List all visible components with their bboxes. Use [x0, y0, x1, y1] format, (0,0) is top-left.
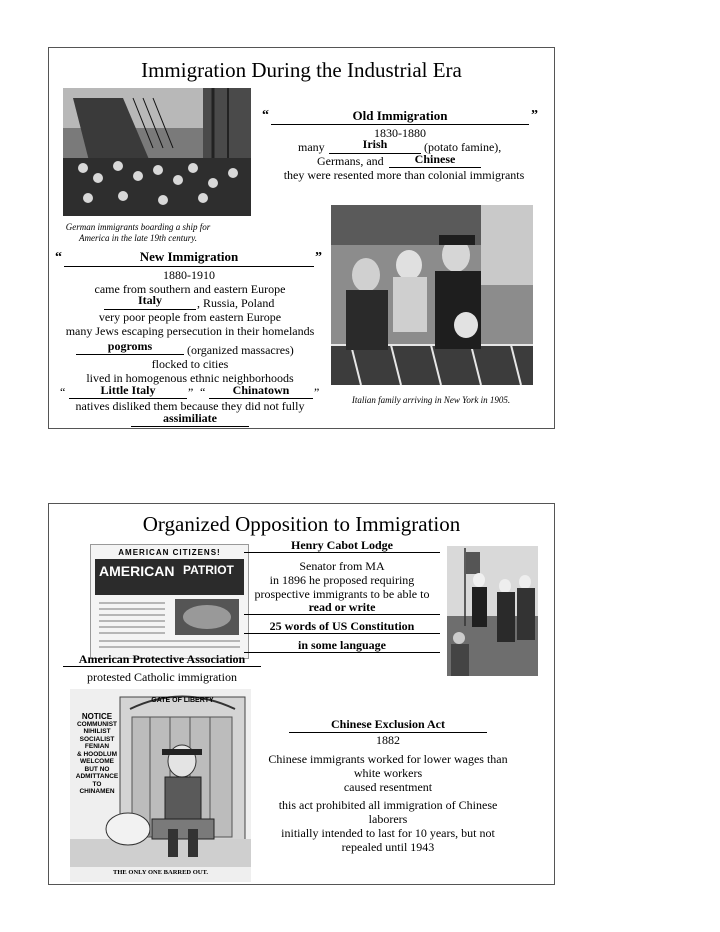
- exclusion-line2: white workers: [353, 766, 423, 780]
- quote-open-new: “: [55, 250, 62, 265]
- quote-close-old: ”: [531, 108, 538, 123]
- exclusion-line1: Chinese immigrants worked for lower wages than: [268, 752, 508, 766]
- lodge-speech-photo: [447, 546, 538, 676]
- american-patriot-poster: [90, 544, 249, 659]
- italian-family-photo: [331, 205, 533, 385]
- answer-italy: Italy: [138, 293, 162, 307]
- answer-henry-cabot-lodge: Henry Cabot Lodge: [291, 538, 393, 552]
- new-immigration-answer: New Immigration: [139, 249, 239, 264]
- cartoon-gate-label: GATE OF LIBERTY: [151, 697, 214, 704]
- answer-25-words: 25 words of US Constitution: [269, 619, 415, 633]
- answer-pogroms: pogroms: [107, 339, 153, 353]
- answer-irish: Irish: [362, 137, 388, 151]
- quote-open-little-italy: “: [60, 385, 66, 399]
- exclusion-line6: initially intended to last for 10 years, but not: [281, 826, 495, 840]
- answer-little-italy: Little Italy: [100, 383, 156, 397]
- lodge-line2: in 1896 he proposed requiring: [269, 573, 415, 587]
- new-line4: many Jews escaping persecution in their homelands: [65, 324, 315, 338]
- quote-open-old: “: [262, 108, 269, 123]
- answer-read-or-write: read or write: [308, 600, 376, 614]
- family-photo-caption: Italian family arriving in New York in 1905.: [351, 395, 511, 405]
- notice-line: COMMUNIST: [76, 720, 118, 728]
- poster-title-american: AMERICAN: [99, 563, 175, 579]
- exclusion-line3: caused resentment: [343, 780, 433, 794]
- new-line9: natives disliked them because they did not fully: [75, 399, 305, 413]
- old-line1-post: (potato famine),: [424, 140, 502, 154]
- notice-line: & HOODLUM: [76, 750, 118, 758]
- quote-close-chinatown: ”: [314, 385, 320, 399]
- new-line5-post: (organized massacres): [187, 343, 294, 357]
- exclusion-line7: repealed until 1943: [341, 840, 435, 854]
- new-line2-post: , Russia, Poland: [197, 296, 275, 310]
- new-line7: lived in homogenous ethnic neighborhoods: [86, 371, 294, 385]
- new-line3: very poor people from eastern Europe: [98, 310, 282, 324]
- old-line1-pre: many: [298, 140, 325, 154]
- old-line3: they were resented more than colonial immigrants: [283, 168, 525, 182]
- slide-title: Organized Opposition to Immigration: [142, 512, 461, 536]
- poster-header: AMERICAN CITIZENS!: [118, 548, 221, 557]
- old-years: 1830-1880: [374, 126, 426, 140]
- answer-american-protective-association: American Protective Association: [78, 652, 246, 666]
- slide-organized-opposition: [48, 503, 555, 885]
- quote-close-little-italy: ”: [188, 385, 194, 399]
- ship-photo-caption: German immigrants boarding a ship for America in the late 19th century.: [65, 222, 211, 243]
- exclusion-line5: laborers: [368, 812, 408, 826]
- cartoon-caption: THE ONLY ONE BARRED OUT.: [113, 869, 208, 876]
- slide-immigration-industrial-era: [48, 47, 555, 429]
- lodge-line3: prospective immigrants to be able to: [254, 587, 430, 601]
- answer-chinese: Chinese: [414, 152, 456, 166]
- exclusion-year: 1882: [376, 733, 400, 747]
- old-immigration-answer: Old Immigration: [352, 108, 448, 123]
- notice-line: BUT NO: [84, 765, 110, 773]
- answer-assimilate: assimiliate: [163, 411, 217, 425]
- notice-line: CHINAMEN: [79, 788, 115, 795]
- notice-line: ADMITTANCE: [75, 773, 119, 780]
- new-years: 1880-1910: [163, 268, 215, 282]
- new-line6: flocked to cities: [151, 357, 229, 371]
- exclusion-line4: this act prohibited all immigration of Chinese: [278, 798, 498, 812]
- notice-line: SOCIALIST: [79, 735, 115, 743]
- answer-some-language: in some language: [297, 638, 386, 652]
- cartoon-notice: [74, 713, 120, 796]
- notice-line: TO: [92, 780, 102, 788]
- answer-chinese-exclusion-act: Chinese Exclusion Act: [330, 717, 445, 731]
- notice-line: NIHILIST: [83, 728, 111, 735]
- lodge-line1: Senator from MA: [299, 559, 385, 573]
- answer-chinatown: Chinatown: [232, 383, 290, 397]
- quote-open-chinatown: “: [200, 385, 206, 399]
- new-line1: came from southern and eastern Europe: [94, 282, 286, 296]
- slide-title: Immigration During the Industrial Era: [141, 58, 462, 82]
- gate-of-liberty-cartoon: [70, 689, 251, 882]
- notice-line: FENIAN: [84, 743, 110, 750]
- quote-close-new: ”: [315, 250, 322, 265]
- notice-line: NOTICE: [81, 712, 113, 721]
- old-line2-pre: Germans, and: [317, 154, 384, 168]
- poster-title-patriot: PATRIOT: [183, 563, 234, 577]
- apa-line1: protested Catholic immigration: [87, 670, 237, 684]
- ship-boarding-photo: [63, 88, 251, 216]
- notice-line: WELCOME: [80, 758, 114, 765]
